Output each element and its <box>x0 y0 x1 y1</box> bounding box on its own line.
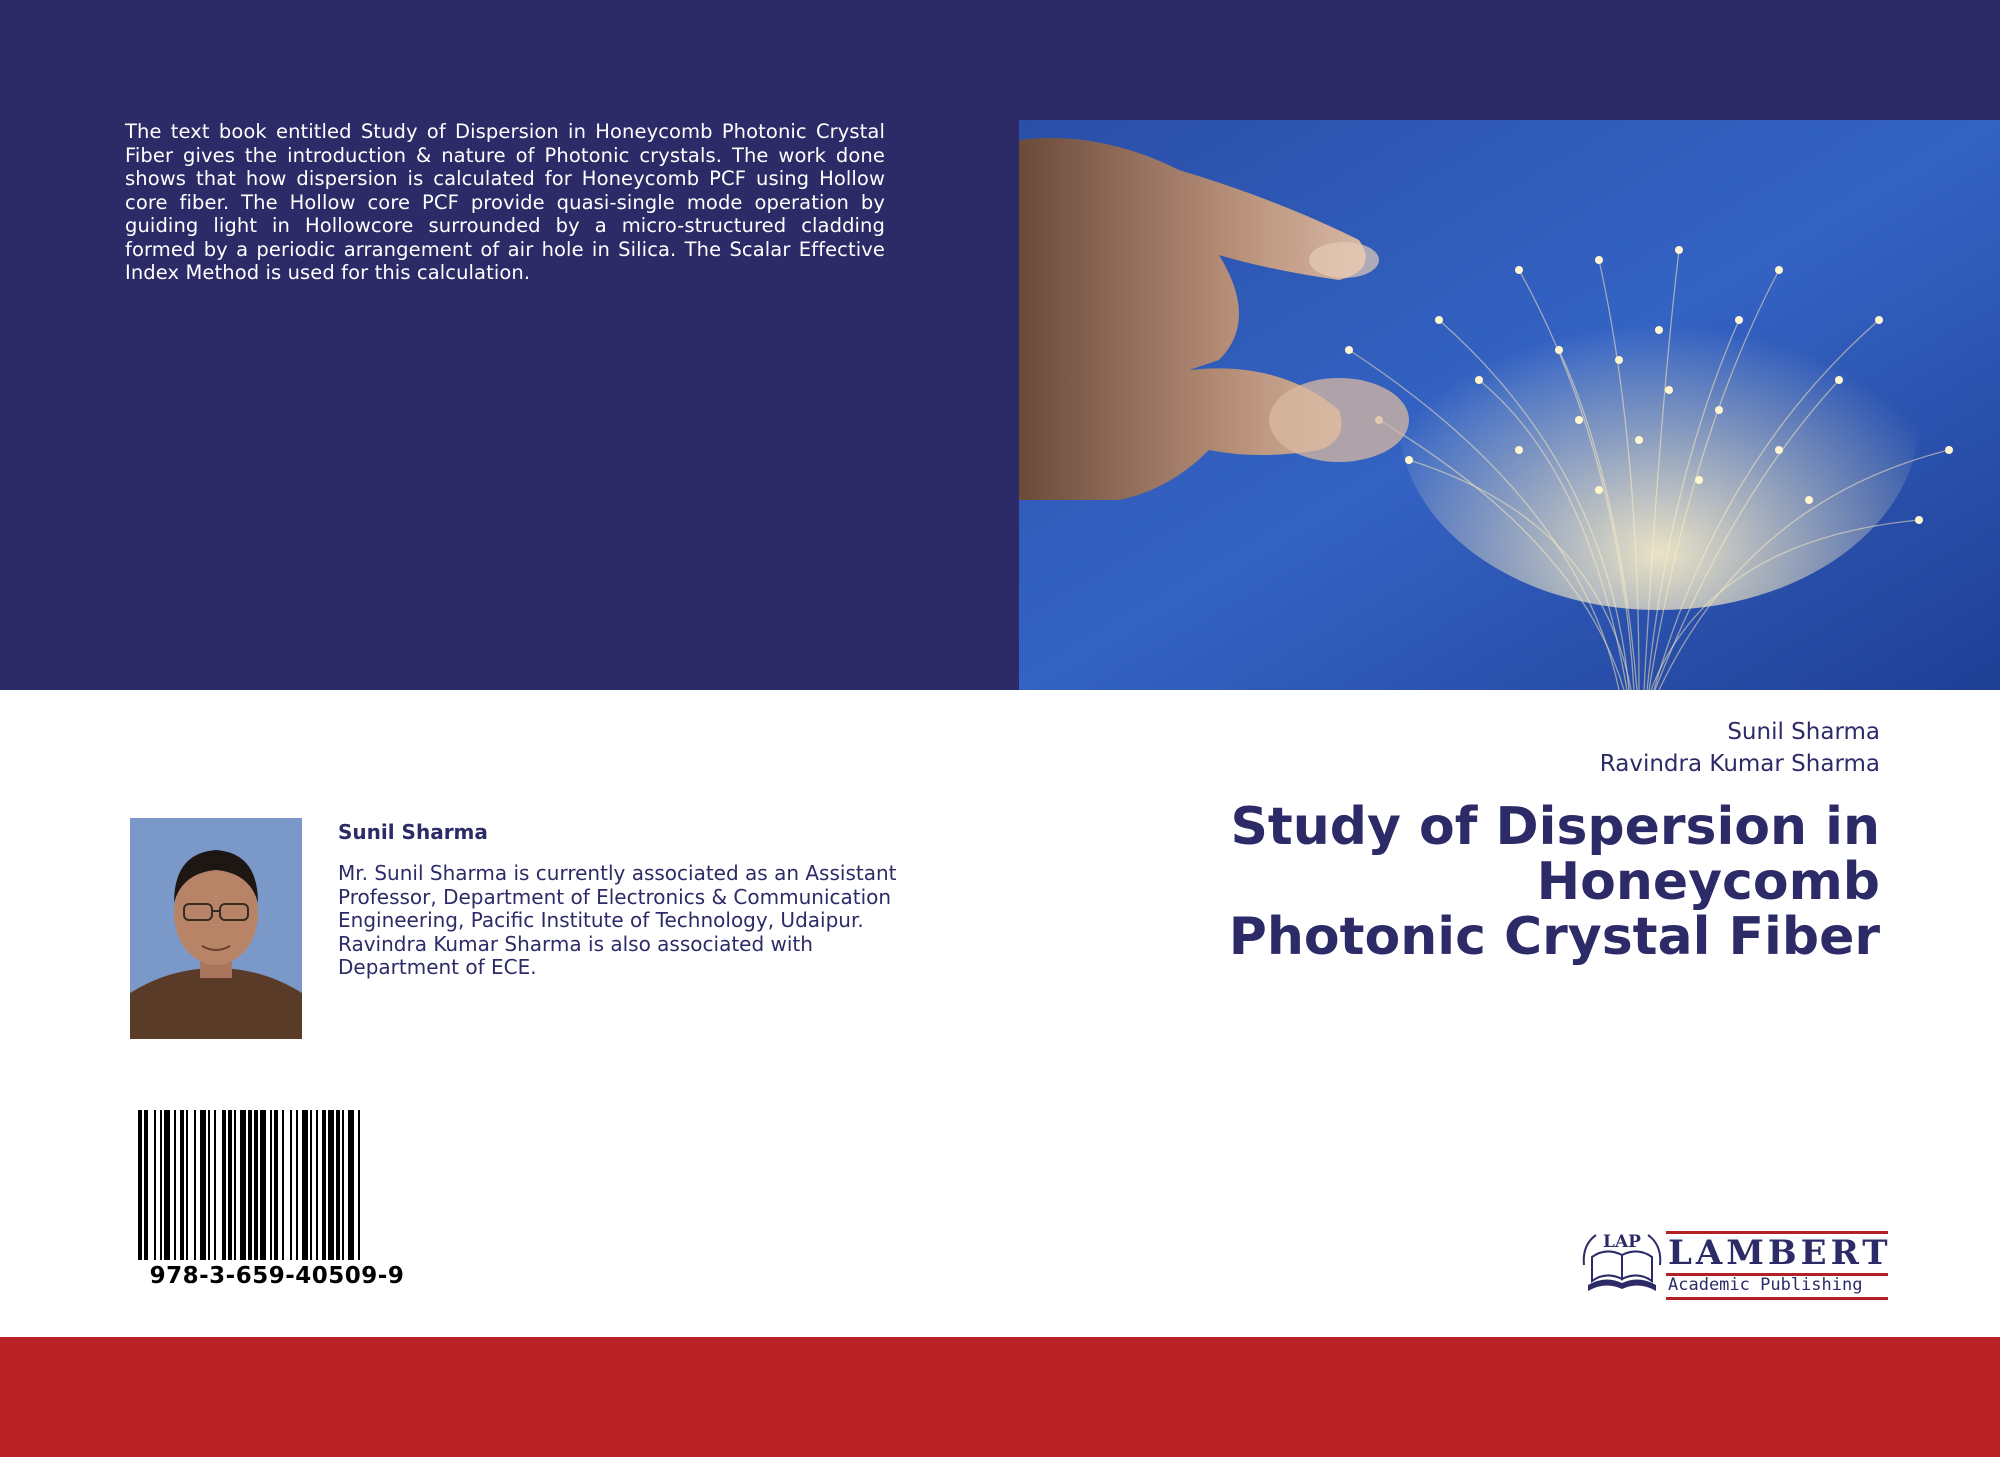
barcode-bar <box>164 1110 170 1260</box>
author-portrait-illustration <box>130 818 302 1039</box>
barcode-bar <box>144 1110 148 1260</box>
title-line-1: Study of Dispersion in <box>1230 797 1880 857</box>
author-name-1: Sunil Sharma <box>1727 719 1880 745</box>
barcode-bar <box>194 1110 196 1260</box>
publisher-monogram: LAP <box>1603 1232 1641 1252</box>
publisher-logo <box>1580 1225 1890 1300</box>
barcode-bar <box>328 1110 334 1260</box>
author-portrait <box>130 818 302 1039</box>
title-line-3: Photonic Crystal Fiber <box>1228 907 1880 967</box>
publisher-subtitle: Academic Publishing <box>1668 1275 1863 1295</box>
barcode-bar <box>322 1110 326 1260</box>
front-cover-authors <box>1600 716 1880 780</box>
bottom-red-band <box>0 1337 2000 1457</box>
barcode-bar <box>228 1110 232 1260</box>
barcode-bar <box>348 1110 354 1260</box>
barcode-bar <box>254 1110 258 1260</box>
barcode-bar <box>200 1110 206 1260</box>
back-cover-blurb: The text book entitled Study of Dispersion in Honeycomb Photonic Crystal Fiber gives the introduction & nature of Photonic crystals. The work done shows that how dispersion is calculated for Honeycomb PCF using Hollow core fiber. The Hollow core PCF provide quasi-single mode operation by guiding light in Hollowcore surrounded by a micro-structured cladding formed by a periodic arrangement of air hole in Silica. The Scalar Effective Index Method is used for this calculation. <box>125 120 885 284</box>
barcode-bar <box>160 1110 162 1260</box>
bio-author-name: Sunil Sharma <box>338 820 488 844</box>
cover-photo-fiber-optics <box>1019 120 2000 690</box>
lap-book-emblem-icon <box>1580 1225 1664 1300</box>
barcode-bar <box>222 1110 226 1260</box>
barcode-bar <box>154 1110 156 1260</box>
barcode-bar <box>358 1110 360 1260</box>
title-line-2: Honeycomb <box>1536 852 1880 912</box>
fiber-optics-illustration <box>1019 120 2000 690</box>
barcode-bar <box>316 1110 318 1260</box>
barcode-bar <box>282 1110 284 1260</box>
barcode-bar <box>208 1110 210 1260</box>
barcode-bar <box>336 1110 340 1260</box>
barcode-bar <box>234 1110 236 1260</box>
isbn-number: 978-3-659-40509-9 <box>149 1263 405 1289</box>
barcode-bar <box>248 1110 252 1260</box>
barcode-bar <box>310 1110 312 1260</box>
author-name-2: Ravindra Kumar Sharma <box>1599 751 1880 777</box>
isbn-barcode <box>138 1110 416 1260</box>
barcode-bar <box>302 1110 308 1260</box>
publisher-name: LAMBERT <box>1668 1233 1892 1273</box>
barcode-bar <box>214 1110 216 1260</box>
bio-text: Mr. Sunil Sharma is currently associated as an Assistant Professor, Department of Electronics & Communication Engineering, Pacific Institute of Technology, Udaipur. Ravindra Kumar Sharma is also associated with Department of ECE. <box>338 861 897 979</box>
barcode-bar <box>174 1110 176 1260</box>
publisher-rule-bottom <box>1666 1297 1888 1300</box>
barcode-bar <box>274 1110 278 1260</box>
barcode-bar <box>290 1110 292 1260</box>
barcode-bar <box>296 1110 298 1260</box>
barcode-bar <box>260 1110 266 1260</box>
barcode-bar <box>180 1110 184 1260</box>
barcode-bar <box>240 1110 246 1260</box>
barcode-bar <box>186 1110 188 1260</box>
barcode-bar <box>270 1110 272 1260</box>
barcode-bar <box>138 1110 142 1260</box>
barcode-bar <box>342 1110 344 1260</box>
book-title <box>1120 797 1880 967</box>
